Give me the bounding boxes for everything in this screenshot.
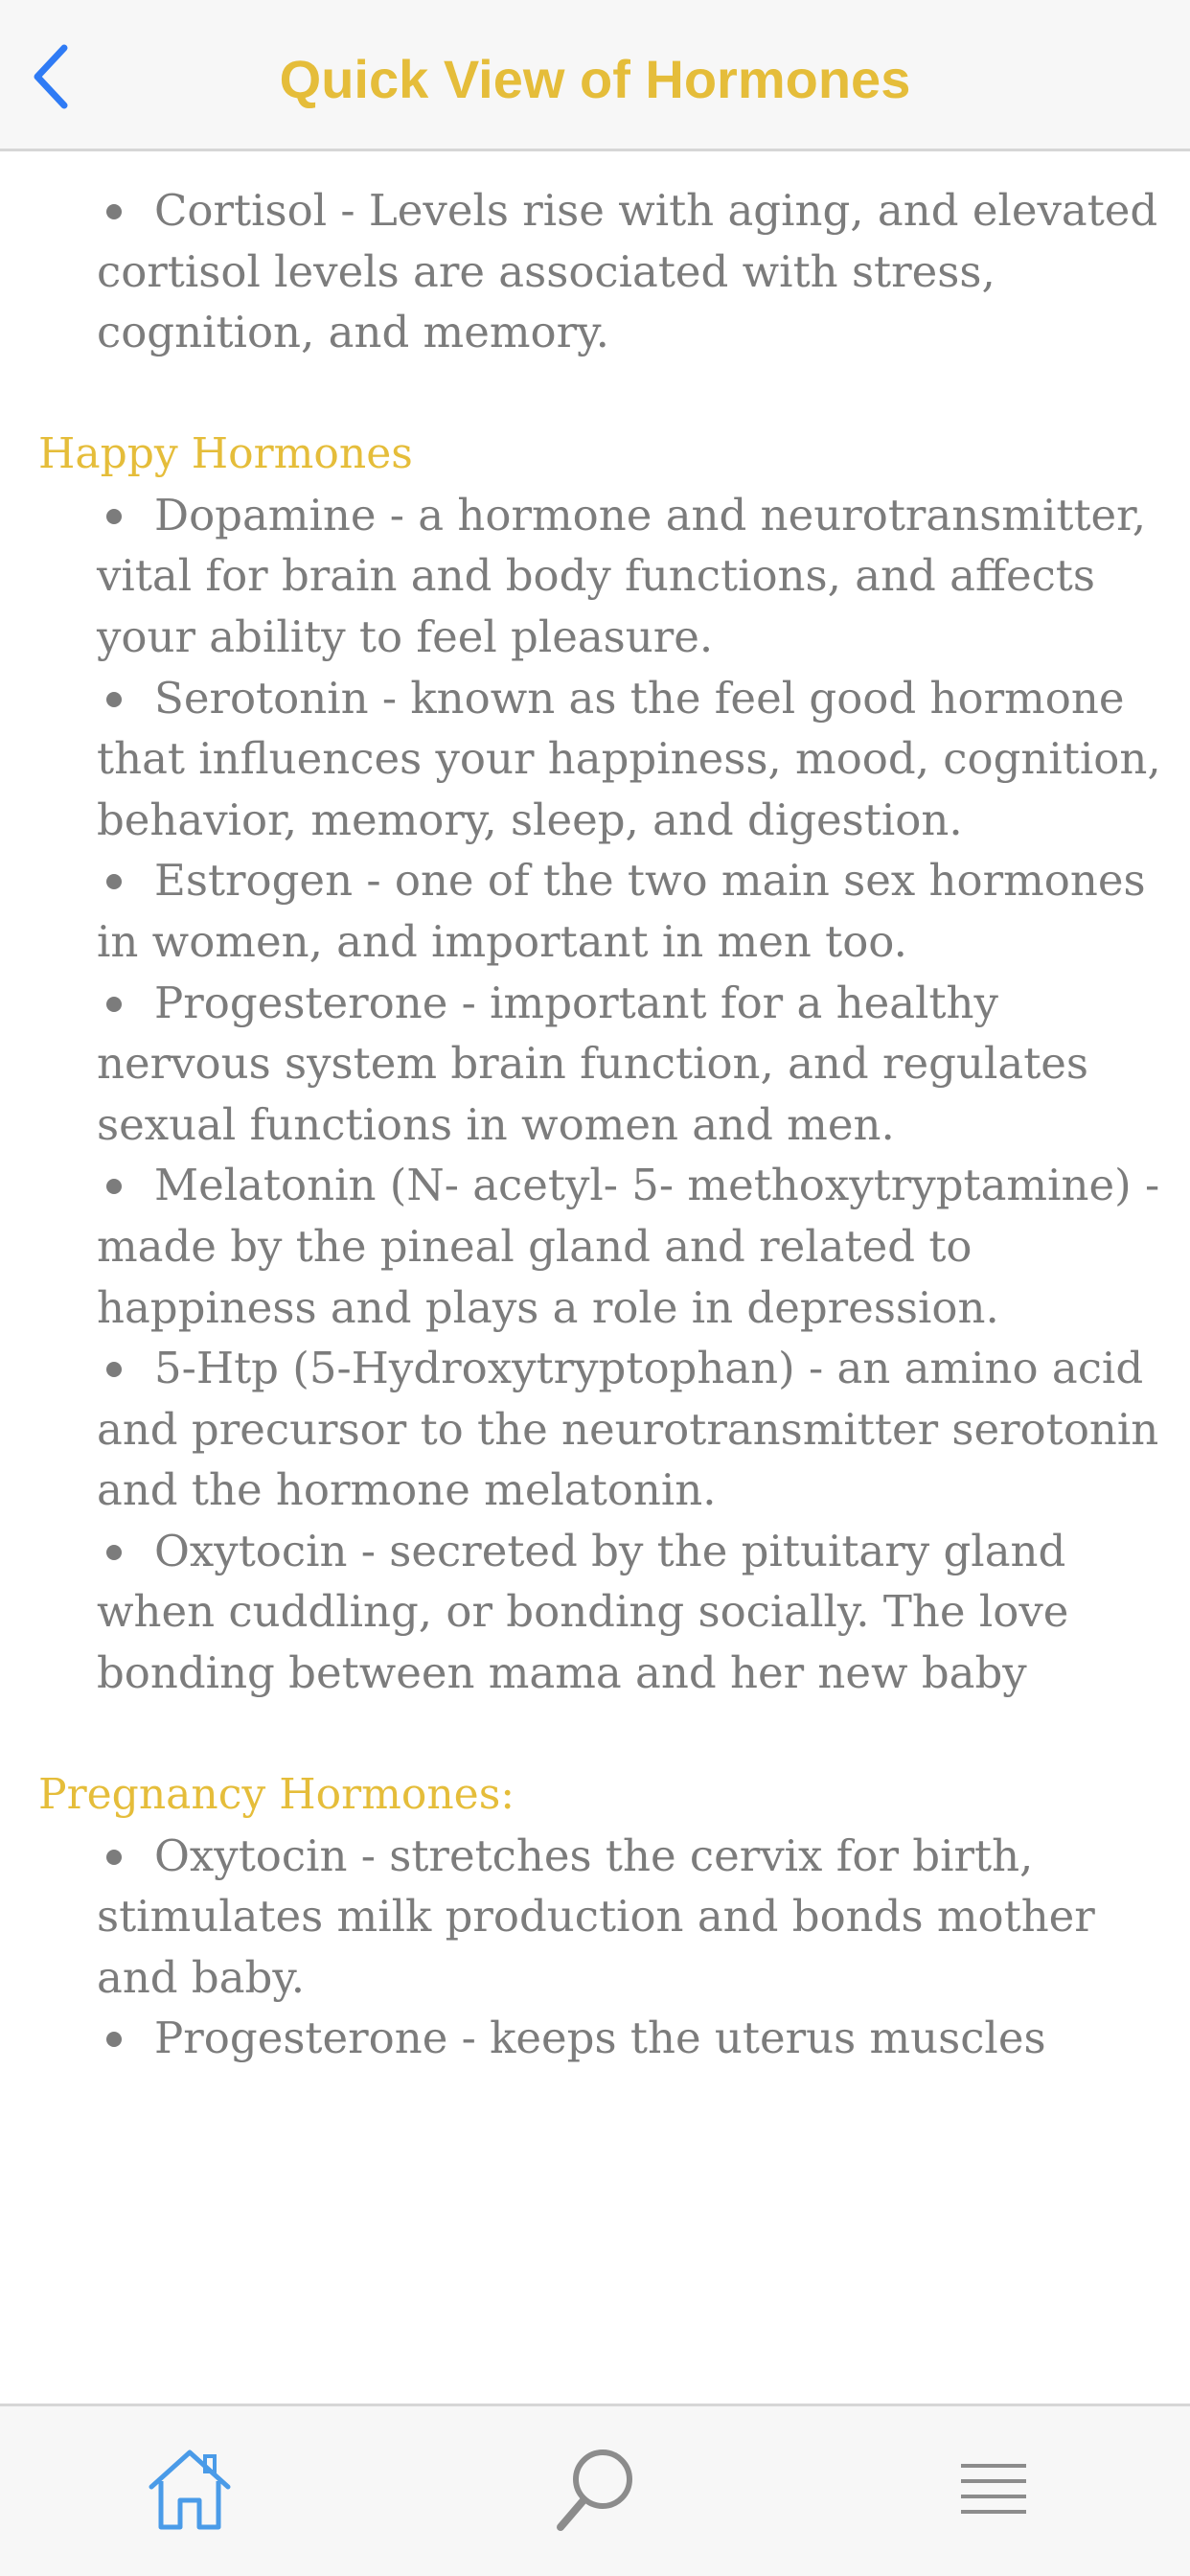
home-icon xyxy=(144,2443,236,2535)
tab-bar xyxy=(0,2404,1190,2576)
list-item: Oxytocin - secreted by the pituitary gland when cuddling, or bonding socially. The love bonding between mama and her new baby xyxy=(97,1521,1170,1704)
navigation-bar xyxy=(0,0,1190,151)
page-title: Quick View of Hormones xyxy=(279,49,911,109)
list-item: Oxytocin - stretches the cervix for birth, stimulates milk production and bonds mother and baby. xyxy=(97,1826,1170,2009)
list-item: Melatonin (N- acetyl- 5- methoxytryptamine) - made by the pineal gland and related to happiness and plays a role in depression. xyxy=(97,1155,1170,1338)
section-heading: Happy Hormones xyxy=(38,428,413,478)
list-item: 5-Htp (5-Hydroxytryptophan) - an amino acid and precursor to the neurotransmitter serotonin and the hormone melatonin. xyxy=(97,1338,1170,1521)
list-item: Serotonin - known as the feel good hormone that influences your happiness, mood, cognition, behavior, memory, sleep, and digestion. xyxy=(97,668,1170,851)
list-item: Cortisol - Levels rise with aging, and elevated cortisol levels are associated with stress, cognition, and memory. xyxy=(97,180,1170,363)
tab-search[interactable] xyxy=(547,2441,643,2537)
tab-menu[interactable] xyxy=(946,2441,1041,2537)
pregnancy-hormones-section xyxy=(0,1764,1190,2069)
intro-section xyxy=(0,180,1190,363)
list-item: Dopamine - a hormone and neurotransmitter, vital for brain and body functions, and affects your ability to feel pleasure. xyxy=(97,485,1170,668)
happy-hormones-section xyxy=(0,424,1190,1704)
list-item: Estrogen - one of the two main sex hormones in women, and important in men too. xyxy=(97,850,1170,972)
menu-icon xyxy=(948,2443,1040,2535)
list-item: Progesterone - keeps the uterus muscles xyxy=(97,2008,1170,2069)
content-scroll-area[interactable] xyxy=(0,151,1190,2404)
list-item: Progesterone - important for a healthy nervous system brain function, and regulates sexual functions in women and men. xyxy=(97,973,1170,1156)
section-heading: Pregnancy Hormones: xyxy=(38,1769,515,1819)
search-icon xyxy=(549,2443,641,2535)
tab-home[interactable] xyxy=(142,2441,238,2537)
